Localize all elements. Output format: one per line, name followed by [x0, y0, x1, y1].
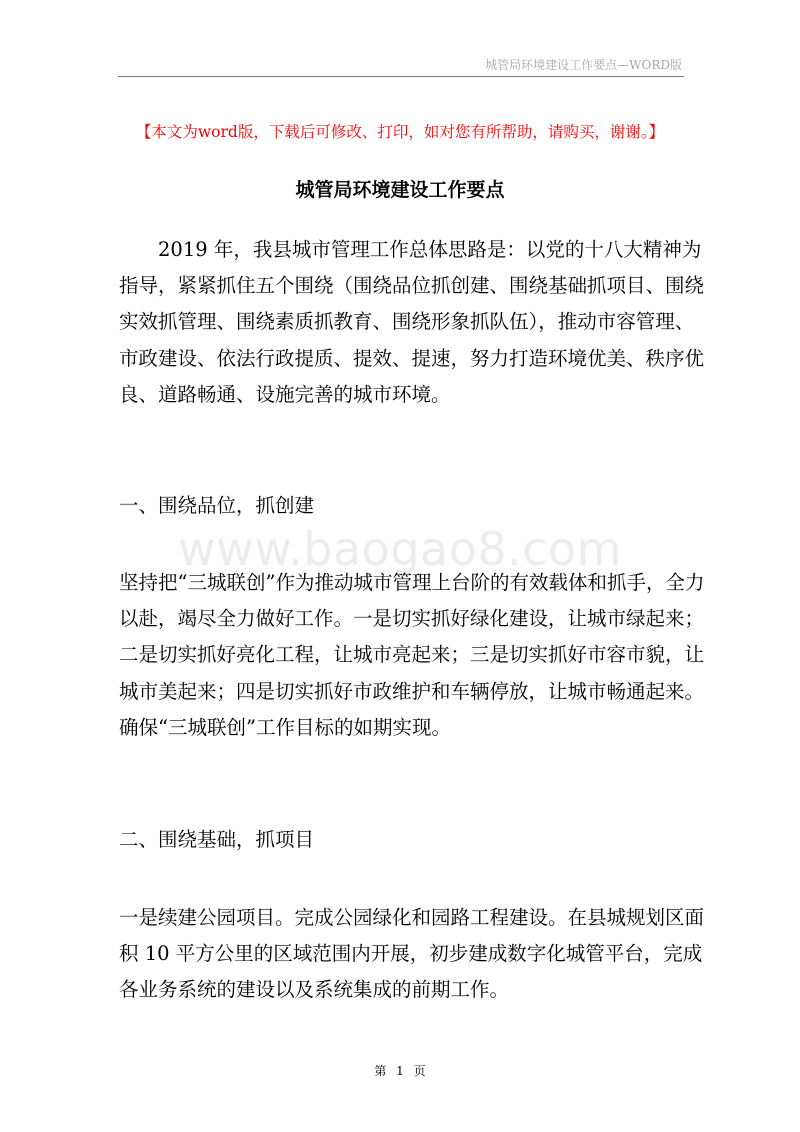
paragraph-line: 良、道路畅通、设施完善的城市环境。 — [119, 382, 451, 406]
paragraph-line: 以赴，竭尽全力做好工作。一是切实抓好绿化建设，让城市绿起来； — [119, 607, 705, 631]
page-header-text: 城管局环境建设工作要点—WORD版 — [485, 58, 682, 72]
paragraph-line: 指导，紧紧抓住五个围绕（围绕品位抓创建、围绕基础抓项目、围绕 — [119, 274, 705, 298]
paragraph-line: 实效抓管理、围绕素质抓教育、围绕形象抓队伍），推动市容管理、 — [119, 310, 695, 334]
footer-prefix: 第 — [374, 1064, 387, 1078]
paragraph-line: 确保“三城联创”工作目标的如期实现。 — [119, 715, 451, 739]
section-heading-2: 二、围绕基础，抓项目 — [119, 828, 315, 851]
section-heading-1: 一、围绕品位，抓创建 — [119, 494, 315, 517]
intro-paragraph — [119, 232, 704, 413]
footer-suffix: 页 — [413, 1064, 426, 1078]
paragraph-line: 市政建设、依法行政提质、提效、提速，努力打造环境优美、秩序优 — [119, 346, 705, 370]
paragraph-line: 坚持把“三城联创”作为推动城市管理上台阶的有效载体和抓手，全力 — [119, 571, 705, 594]
paragraph-line: 二是切实抓好亮化工程，让城市亮起来；三是切实抓好市容市貌，让 — [119, 643, 705, 667]
paragraph-line: 城市美起来；四是切实抓好市政维护和车辆停放，让城市畅通起来。 — [119, 679, 705, 703]
section1-paragraph — [119, 565, 704, 746]
paragraph-line: 一是续建公园项目。完成公园绿化和园路工程建设。在县城规划区面 — [119, 906, 705, 929]
paragraph-line: 积 10 平方公里的区域范围内开展，初步建成数字化城管平台，完成 — [119, 942, 703, 966]
purchase-notice: 【本文为word版，下载后可修改、打印，如对您有所帮助，请购买，谢谢。】 — [135, 123, 665, 141]
paragraph-line: 2019 年，我县城市管理工作总体思路是：以党的十八大精神为 — [158, 238, 702, 261]
page-footer — [0, 1062, 800, 1079]
header-divider — [118, 76, 684, 77]
paragraph-line: 各业务系统的建设以及系统集成的前期工作。 — [119, 978, 510, 1002]
watermark: www.baogao8.com — [178, 522, 622, 576]
document-title: 城管局环境建设工作要点 — [295, 179, 505, 201]
section2-paragraph — [119, 900, 704, 1009]
page-number: 1 — [396, 1064, 404, 1078]
